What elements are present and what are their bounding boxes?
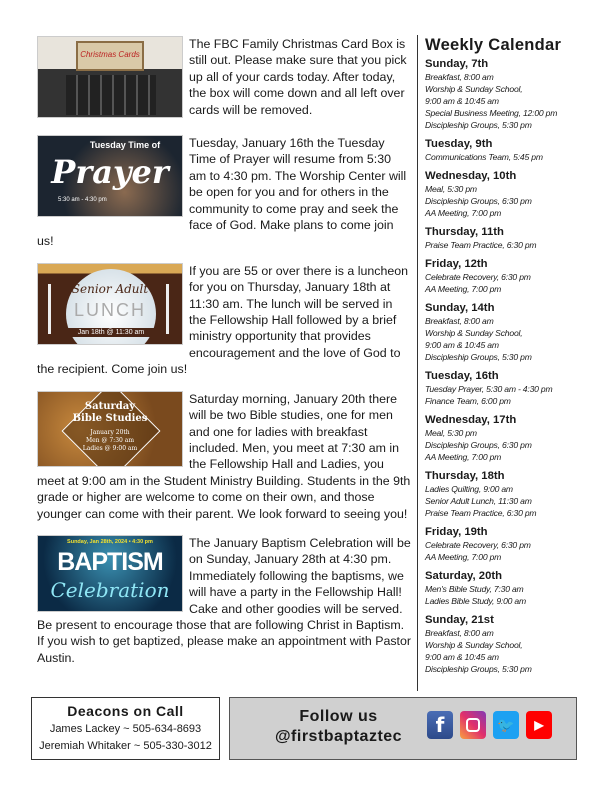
article-tuesday-prayer	[37, 135, 411, 250]
calendar-event: Worship & Sunday School,	[425, 328, 523, 338]
calendar-event: Men's Bible Study, 7:30 am	[425, 584, 524, 594]
calendar-event: Breakfast, 8:00 am	[425, 72, 494, 82]
deacons-on-call	[31, 697, 220, 760]
instagram-icon[interactable]	[460, 711, 486, 739]
calendar-event: Worship & Sunday School,	[425, 84, 523, 94]
calendar-event: Celebrate Recovery, 6:30 pm	[425, 540, 531, 550]
calendar-event: 9:00 am & 10:45 am	[425, 96, 499, 106]
follow-us-label: Follow us	[299, 708, 378, 725]
calendar-event: AA Meeting, 7:00 pm	[425, 452, 502, 462]
calendar-event: Special Business Meeting, 12:00 pm	[425, 108, 558, 118]
calendar-event: Breakfast, 8:00 am	[425, 316, 494, 326]
calendar-title: Weekly Calendar	[425, 36, 562, 54]
calendar-event: AA Meeting, 7:00 pm	[425, 208, 502, 218]
calendar-day	[425, 369, 587, 407]
follow-us-box	[229, 697, 577, 760]
social-handle: @firstbaptaztec	[274, 728, 403, 745]
article-text: Tuesday, January 16th the Tuesday Time of Prayer will resume from 5:30 am to 4:30 pm. The Worship Center will be open for you and for others in the community to come pray and seek the face of God. Make plans to come join us!	[37, 136, 407, 249]
baptism-image: Sunday, Jan 28th, 2024 • 4:30 pm BAPTISM Celebration	[37, 535, 183, 612]
deacon-contact: James Lackey ~ 505-634-8693	[49, 723, 202, 735]
christmas-card-box-image: Christmas Cards	[37, 36, 183, 118]
calendar-event: Celebrate Recovery, 6:30 pm	[425, 272, 531, 282]
calendar-event: Finance Team, 6:00 pm	[425, 396, 511, 406]
calendar-days	[425, 57, 587, 675]
article-text: Saturday morning, January 20th there will be two Bible studies, one for men and one for ladies with breakfast included. Men, you meet at 7:30 am in the Fellowship Hall and Ladies, you meet at 9:00 am in the Student Ministry Building. Students in the 9th grade or higher are welcome to come on their own, and those younger can come with their parent. We look forward to seeing you!	[37, 391, 411, 521]
calendar-day-heading: Wednesday, 10th	[425, 170, 517, 182]
article-christmas-cards	[37, 36, 411, 122]
calendar-day-heading: Sunday, 21st	[425, 614, 494, 626]
facebook-icon[interactable]: f	[427, 711, 453, 739]
calendar-day	[425, 613, 587, 675]
calendar-day-heading: Thursday, 18th	[425, 470, 505, 482]
calendar-day	[425, 137, 587, 163]
deacons-title: Deacons on Call	[67, 703, 184, 719]
article-baptism	[37, 535, 411, 666]
article-bible-studies	[37, 391, 411, 522]
articles-column	[37, 36, 411, 688]
prayer-image: Tuesday Time of Prayer 5:30 am - 4:30 pm	[37, 135, 183, 217]
calendar-event: Breakfast, 8:00 am	[425, 628, 494, 638]
calendar-event: Meal, 5:30 pm	[425, 428, 477, 438]
calendar-event: Senior Adult Lunch, 11:30 am	[425, 496, 532, 506]
calendar-event: Meal, 5:30 pm	[425, 184, 477, 194]
calendar-event: Ladies Bible Study, 9:00 am	[425, 596, 526, 606]
calendar-day	[425, 169, 587, 219]
calendar-day-heading: Thursday, 11th	[425, 226, 504, 238]
calendar-event: Discipleship Groups, 6:30 pm	[425, 196, 532, 206]
calendar-day-heading: Friday, 12th	[425, 258, 488, 270]
calendar-event: Praise Team Practice, 6:30 pm	[425, 240, 537, 250]
calendar-day-heading: Friday, 19th	[425, 526, 488, 538]
senior-lunch-image: Senior Adult LUNCH Jan 18th @ 11:30 am	[37, 263, 183, 345]
youtube-icon[interactable]: ▶	[526, 711, 552, 739]
calendar-day	[425, 57, 587, 131]
article-text: The January Baptism Celebration will be on Sunday, January 28th at 4:30 pm. Immediately following the baptisms, we will have a party in the Fellowship Hall! Cake and other goodies will be served. Be present to encourage those that are following Christ in Baptism. If you wish to get baptized, please make an appointment with Pastor Austin.	[37, 535, 411, 665]
calendar-day-heading: Sunday, 7th	[425, 58, 489, 70]
calendar-event: Discipleship Groups, 6:30 pm	[425, 440, 532, 450]
calendar-event: AA Meeting, 7:00 pm	[425, 284, 502, 294]
bible-studies-image: Saturday Bible Studies January 20th Men @ 7:30 am Ladies @ 9:00 am	[37, 391, 183, 467]
calendar-event: Praise Team Practice, 6:30 pm	[425, 508, 537, 518]
calendar-event: Discipleship Groups, 5:30 pm	[425, 120, 532, 130]
calendar-event: Communications Team, 5:45 pm	[425, 152, 543, 162]
calendar-day-heading: Saturday, 20th	[425, 570, 503, 582]
calendar-event: Ladies Quilting, 9:00 am	[425, 484, 513, 494]
calendar-event: AA Meeting, 7:00 pm	[425, 552, 502, 562]
weekly-calendar	[417, 35, 587, 691]
calendar-day-heading: Sunday, 14th	[425, 302, 495, 314]
calendar-event: Worship & Sunday School,	[425, 640, 523, 650]
calendar-event: 9:00 am & 10:45 am	[425, 340, 499, 350]
calendar-day-heading: Tuesday, 9th	[425, 138, 493, 150]
calendar-day	[425, 301, 587, 363]
article-senior-lunch	[37, 263, 411, 378]
calendar-day	[425, 569, 587, 607]
article-text: The FBC Family Christmas Card Box is still out. Please make sure that you pick up all of your cards today. After today, the box will come down and all left over cards will be removed.	[189, 37, 407, 117]
twitter-icon[interactable]: 🐦	[493, 711, 519, 739]
deacon-contact: Jeremiah Whitaker ~ 505-330-3012	[39, 740, 212, 752]
calendar-day	[425, 225, 587, 251]
calendar-day-heading: Tuesday, 16th	[425, 370, 499, 382]
follow-us-text	[256, 707, 421, 747]
calendar-day	[425, 413, 587, 463]
calendar-event: Discipleship Groups, 5:30 pm	[425, 352, 532, 362]
calendar-event: Discipleship Groups, 5:30 pm	[425, 664, 532, 674]
article-text: If you are 55 or over there is a luncheon for you on Thursday, January 18th at 11:30 am. The lunch will be served in the Fellowship Hall followed by a brief ministry opportunity that provides encouragement and the love of God to the recipient. Come join us!	[37, 263, 409, 377]
calendar-day	[425, 469, 587, 519]
calendar-day	[425, 525, 587, 563]
calendar-day	[425, 257, 587, 295]
calendar-event: 9:00 am & 10:45 am	[425, 652, 499, 662]
calendar-event: Tuesday Prayer, 5:30 am - 4:30 pm	[425, 384, 553, 394]
calendar-day-heading: Wednesday, 17th	[425, 414, 517, 426]
